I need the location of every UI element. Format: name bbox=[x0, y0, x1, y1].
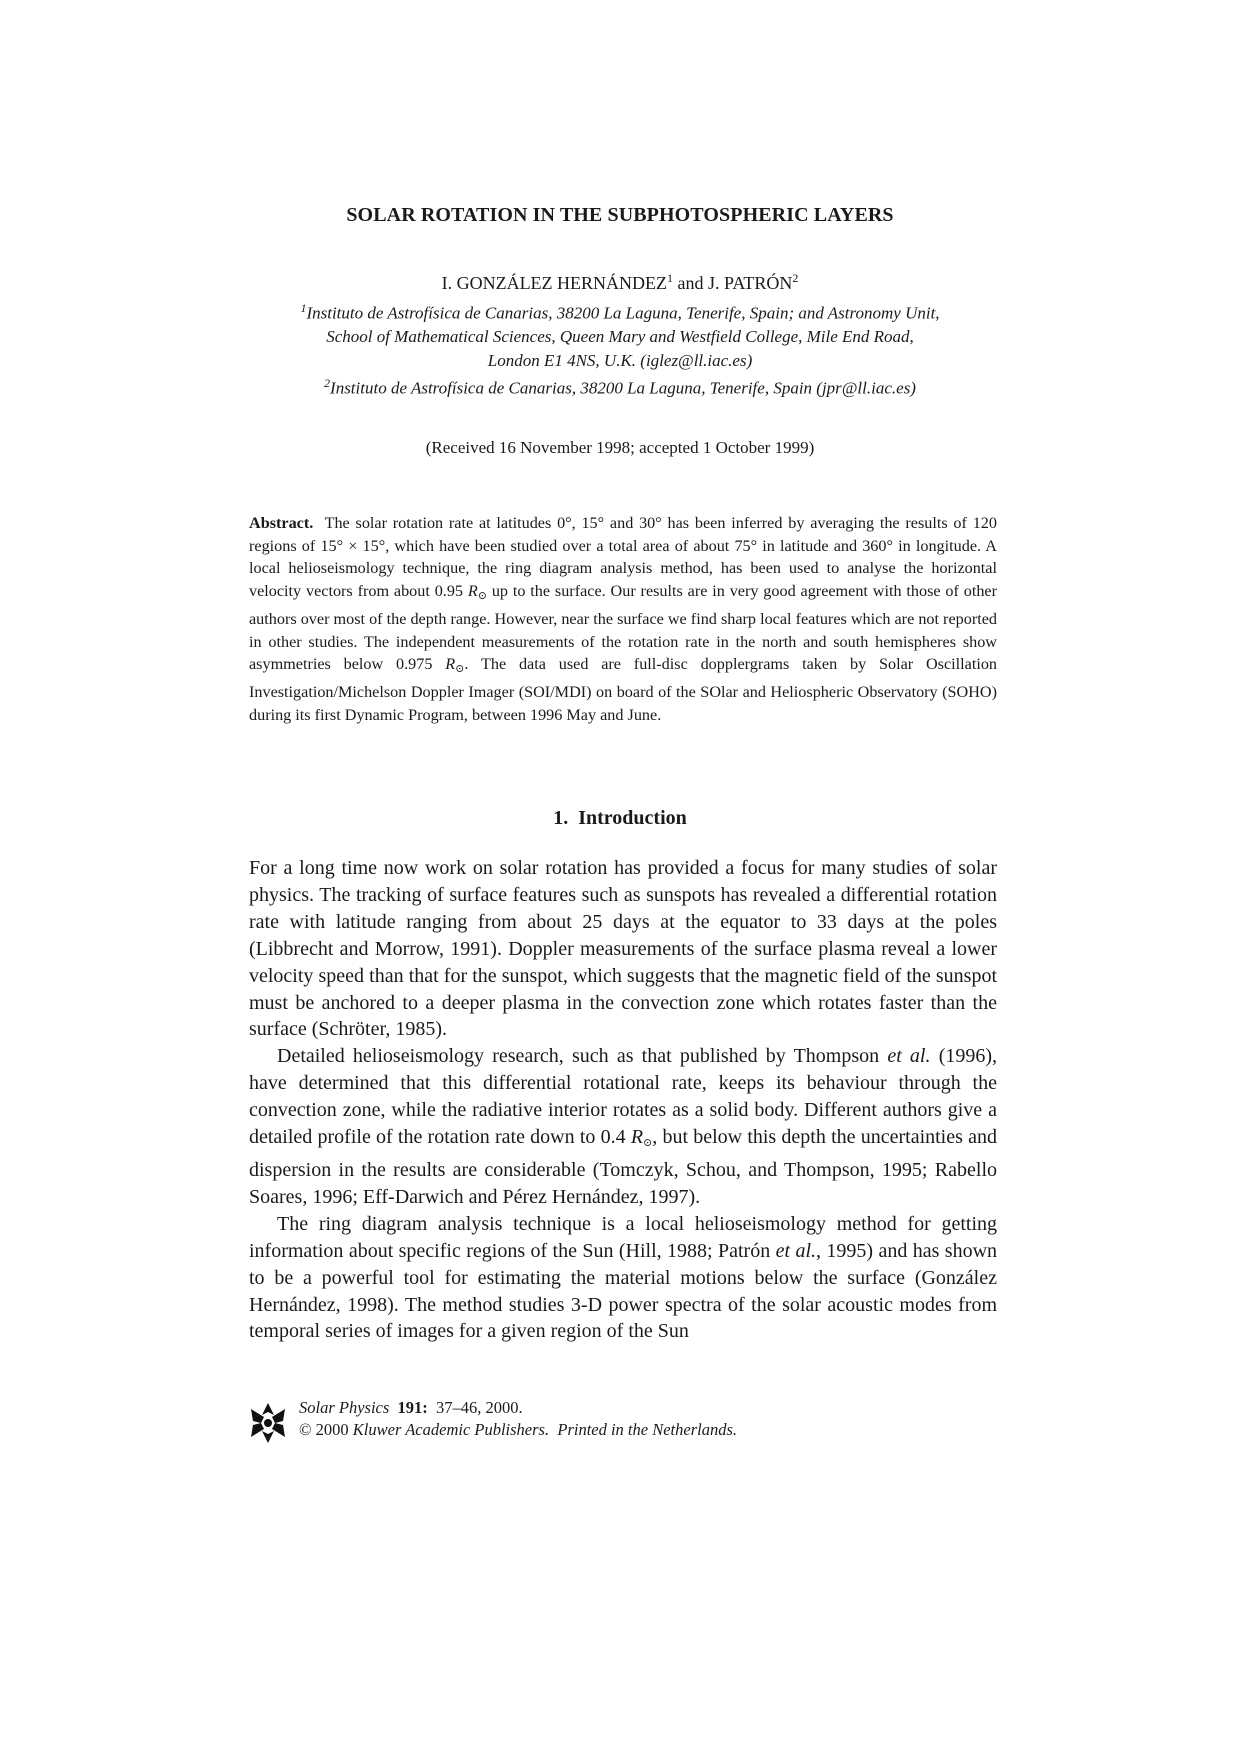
affiliation-2-line-1: $^2$Instituto de Astrofísica de Canarias, 38200 La Laguna, Tenerife, Spain (jpr@ll.iac.es) bbox=[324, 376, 916, 398]
footer-text bbox=[299, 1397, 737, 1441]
section-heading bbox=[0, 807, 1240, 830]
introduction-body bbox=[249, 855, 997, 1345]
printed-in: Printed in the Netherlands. bbox=[557, 1420, 738, 1439]
affiliation-1-line-2: School of Mathematical Sciences, Queen Mary and Westfield College, Mile End Road, bbox=[326, 327, 914, 347]
abstract bbox=[249, 512, 997, 726]
paragraph-2: Detailed helioseismology research, such as that published by Thompson et al. (1996), have determined that this differential rotational rate, keeps its behaviour through the convection zone, while the radiative interior rotates as a solid body. Different authors give a detailed profile of the rotation rate down to 0.4 R⊙, but below this depth the uncertainties and dispersion in the results are considerable (Tomczyk, Schou, and Thompson, 1995; Rabello Soares, 1996; Eff-Darwich and Pérez Hernández, 1997). bbox=[249, 1045, 998, 1208]
paper-title: SOLAR ROTATION IN THE SUBPHOTOSPHERIC LAYERS bbox=[346, 204, 894, 226]
section-title: Introduction bbox=[578, 807, 687, 829]
author-1-affil-mark: 1 bbox=[667, 271, 674, 285]
journal-pages: 37–46, 2000. bbox=[436, 1398, 523, 1417]
abstract-text-1: The solar rotation rate at latitudes 0°, 15° and 30° has been inferred by averaging the results of 120 regions of 15° × 15°, which have been studied over a total area of about 75° in latitude and 360° in longitude. A local helioseismology technique, the ring diagram analysis method, has been used to analyse the horizontal velocity vectors from about 0.95 bbox=[249, 514, 997, 601]
abstract-text-3: . The data used are full-disc dopplergrams taken by Solar Oscillation Investigation/Michelson Doppler Imager (SOI/MDI) on board of the SOlar and Heliospheric Observatory (SOHO) during its first Dynamic Program, between 1996 May and June. bbox=[249, 655, 998, 724]
abstract-label: Abstract. bbox=[249, 514, 314, 532]
citation-line bbox=[299, 1397, 737, 1419]
sun-symbol: ⊙ bbox=[643, 1137, 653, 1150]
section-number: 1. bbox=[553, 807, 569, 829]
author-1: I. GONZÁLEZ HERNÁNDEZ bbox=[441, 273, 668, 293]
author-line bbox=[0, 271, 1240, 294]
solar-radius-symbol: R bbox=[630, 1126, 644, 1149]
journal-name: Solar Physics bbox=[299, 1398, 390, 1417]
publisher-name: Kluwer Academic Publishers. bbox=[352, 1420, 550, 1439]
author-2: J. PATRÓN bbox=[708, 273, 793, 293]
received-dates: (Received 16 November 1998; accepted 1 October 1999) bbox=[425, 438, 815, 457]
copyright-line bbox=[299, 1419, 737, 1441]
et-al: et al. bbox=[775, 1239, 817, 1262]
author-2-affil-mark: 2 bbox=[792, 271, 799, 285]
solar-radius-symbol: R bbox=[467, 582, 478, 601]
publisher-logo-icon bbox=[249, 1401, 287, 1445]
affiliations bbox=[0, 297, 1240, 400]
copyright-year: 2000 bbox=[315, 1420, 349, 1439]
paragraph-3: The ring diagram analysis technique is a local helioseismology method for getting information about specific regions of the Sun (Hill, 1988; Patrón et al., 1995) and has shown to be a powerful tool for estimating the material motions below the surface (González Hernández, 1998). The method studies 3-D power spectra of the solar acoustic modes from temporal series of images for a given region of the Sun bbox=[249, 1212, 998, 1343]
sun-symbol: ⊙ bbox=[455, 663, 465, 676]
journal-volume: 191: bbox=[397, 1398, 428, 1417]
affiliation-1-line-1: $^1$Instituto de Astrofísica de Canarias, 38200 La Laguna, Tenerife, Spain; and Astronomy Unit, bbox=[300, 301, 940, 323]
journal-footer bbox=[249, 1397, 949, 1447]
affiliation-1-mark: 1 bbox=[300, 301, 307, 315]
copyright-icon: © bbox=[299, 1420, 312, 1439]
abstract-text-2: up to the surface. Our results are in very good agreement with those of other authors over most of the depth range. However, near the surface we find sharp local features which are not reported in other studies. The independent measurements of the rotation rate in the north and south hemispheres show asymmetries below 0.975 bbox=[249, 582, 997, 674]
solar-radius-symbol: R bbox=[445, 655, 456, 674]
author-conjunction: and bbox=[677, 273, 704, 293]
affiliation-1-line-3: London E1 4NS, U.K. (iglez@ll.iac.es) bbox=[487, 350, 753, 370]
et-al: et al. bbox=[887, 1045, 931, 1068]
sun-symbol: ⊙ bbox=[477, 590, 487, 603]
paragraph-1: For a long time now work on solar rotation has provided a focus for many studies of solar physics. The tracking of surface features such as sunspots has revealed a differential rotation rate with latitude ranging from about 25 days at the equator to 33 days at the poles (Libbrecht and Morrow, 1991). Doppler measurements of the surface plasma reveal a lower velocity speed than that for the sunspot, which suggests that the magnetic field of the sunspot must be anchored to a deeper plasma in the convection zone which rotates faster than the surface (Schröter, 1985). bbox=[249, 857, 997, 1041]
affiliation-2-mark: 2 bbox=[324, 376, 331, 391]
